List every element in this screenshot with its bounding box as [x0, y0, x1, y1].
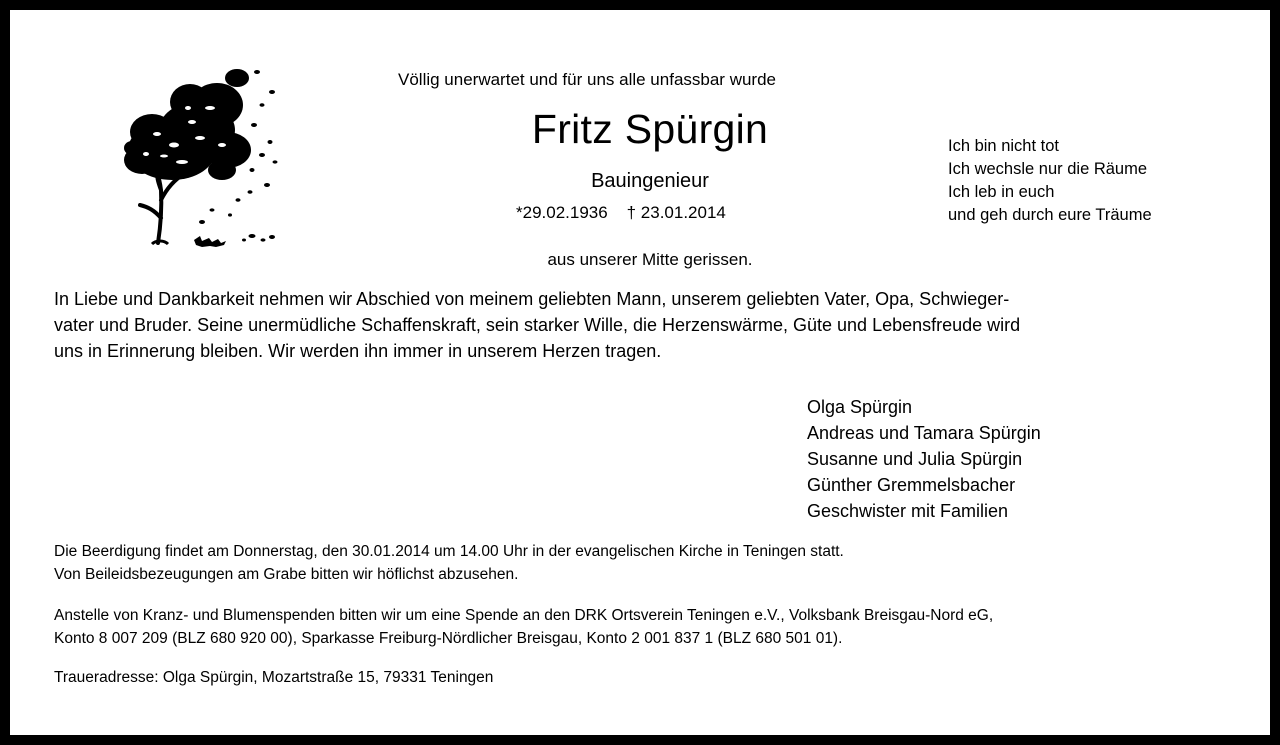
donation-line: Konto 8 007 209 (BLZ 680 920 00), Sparkasse Freiburg-Nördlicher Breisgau, Konto 2 001 837 1 (BLZ 680 501 01). — [54, 629, 843, 647]
funeral-line: Von Beileidsbezeugungen am Grabe bitten wir höflichst abzusehen. — [54, 565, 519, 583]
farewell-text — [54, 286, 1254, 364]
funeral-line: Die Beerdigung findet am Donnerstag, den 30.01.2014 um 14.00 Uhr in der evangelischen Kirche in Teningen statt. — [54, 543, 844, 560]
mourning-address: Traueradresse: Olga Spürgin, Mozartstraße 15, 79331 Teningen — [54, 669, 494, 686]
poem — [948, 135, 1152, 227]
farewell-line: uns in Erinnerung bleiben. Wir werden ihn immer in unserem Herzen tragen. — [54, 341, 662, 361]
mourners-list — [807, 394, 1041, 524]
poem-line: Ich wechsle nur die Räume — [948, 160, 1148, 178]
farewell-line: In Liebe und Dankbarkeit nehmen wir Abschied von meinem geliebten Mann, unserem geliebten Vater, Opa, Schwieger- — [54, 289, 1010, 309]
life-dates — [516, 203, 726, 223]
deceased-name: Fritz Spürgin — [531, 106, 769, 152]
mourner: Günther Gremmelsbacher — [807, 475, 1016, 495]
intro-line: Völlig unerwartet und für uns alle unfassbar wurde — [398, 70, 776, 89]
death-date: † 23.01.2014 — [626, 203, 726, 222]
poem-line: Ich leb in euch — [948, 183, 1055, 201]
birth-date: *29.02.1936 — [516, 203, 608, 222]
mourner: Susanne und Julia Spürgin — [807, 449, 1023, 469]
funeral-info — [54, 541, 1264, 586]
donation-info — [54, 605, 1264, 650]
farewell-line: vater und Bruder. Seine unermüdliche Schaffenskraft, sein starker Wille, die Herzenswärme, Güte und Lebensfreude wird — [54, 315, 1021, 335]
mourner: Geschwister mit Familien — [807, 501, 1009, 521]
profession: Bauingenieur — [591, 170, 709, 192]
donation-line: Anstelle von Kranz- und Blumenspenden bitten wir um eine Spende an den DRK Ortsverein Teningen e.V., Volksbank Breisgau-Nord eG, — [54, 607, 994, 624]
tree-icon — [112, 50, 287, 250]
poem-line: Ich bin nicht tot — [948, 137, 1059, 155]
mourner: Andreas und Tamara Spürgin — [807, 423, 1041, 443]
obituary-notice — [10, 10, 1270, 735]
mourner: Olga Spürgin — [807, 397, 913, 417]
middle-line: aus unserer Mitte gerissen. — [547, 250, 753, 269]
poem-line: und geh durch eure Träume — [948, 206, 1152, 224]
